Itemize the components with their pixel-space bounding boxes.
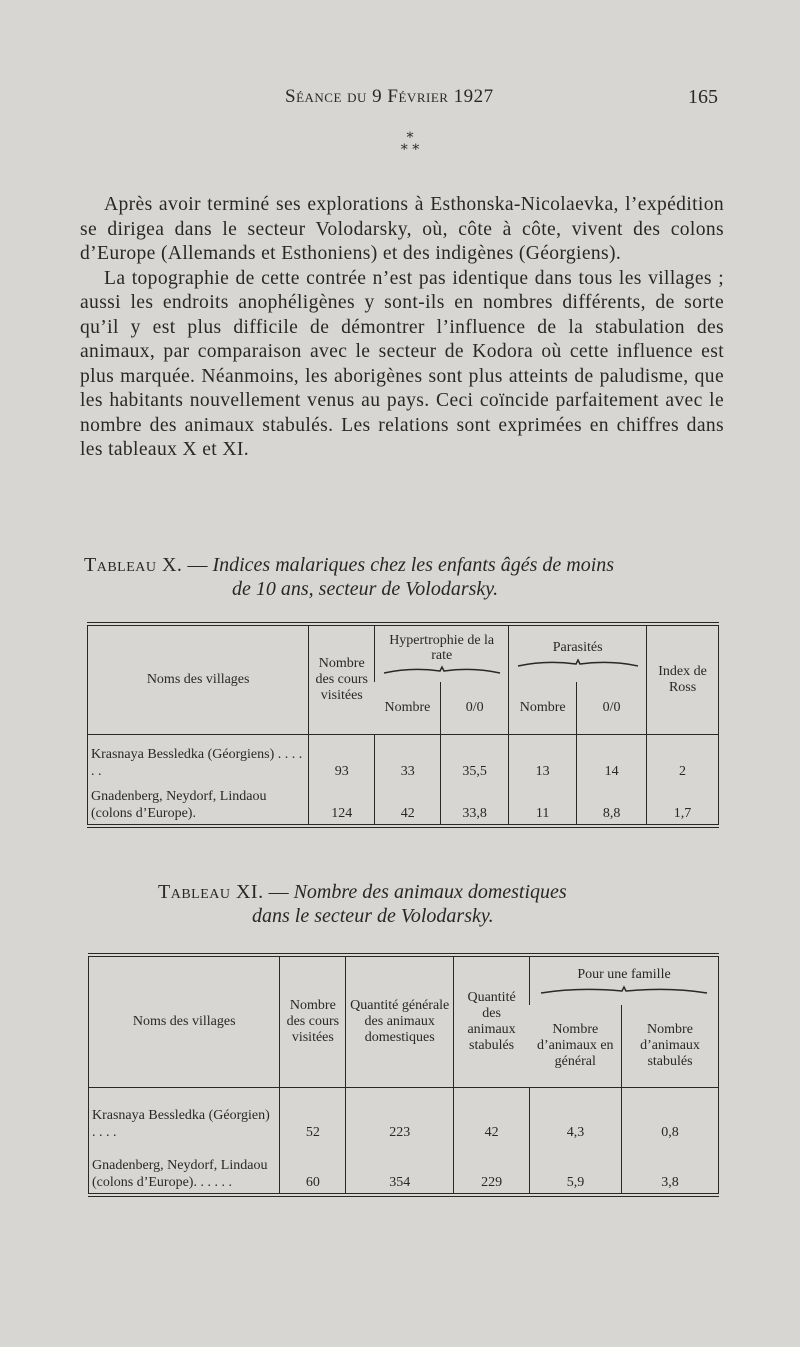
brace-icon xyxy=(382,665,502,675)
village-name: Gnadenberg, Neydorf, Lindaou (colons d’Europe). xyxy=(91,789,267,821)
separator-stars-bottom: * * xyxy=(400,142,420,158)
col-index-ross: Index de Ross xyxy=(647,624,719,734)
table10-title-line1: Indices malariques chez les enfants âgés de moins xyxy=(212,554,615,576)
paragraph: La topographie de cette contrée n’est pas identique dans tous les villages ; aussi les endroits anophéligènes y sont-ils en nombres différents, de sorte qu’il y est plus difficile de démontrer l’influence de la stabulation des animaux, par comparaison avec le secteur de Kodora où cette influence est plus marquée. Néanmoins, les aborigènes sont plus atteints de paludisme, que les habitants nouvellement venus au pays. Ceci coïncide parfaitement avec le nombre des animaux stabulés. Les relations sont exprimées en chiffres dans les tableaux X et XI. xyxy=(80,267,724,460)
col-par-pct: 0/0 xyxy=(577,682,647,734)
village-name: Krasnaya Bessledka (Géorgien) . . . . xyxy=(92,1108,270,1140)
body-text xyxy=(80,193,724,463)
cell-cours: 93 xyxy=(309,734,375,782)
cell-quantite: 354 xyxy=(346,1143,454,1195)
table11-caption xyxy=(158,880,678,928)
paragraph: Après avoir terminé ses explorations à Esthonska-Nicolaevka, l’expédition se dirigea dans le secteur Volodarsky, où, côte à côte, vivent des colons d’Europe (Allemands et Esthoniens) et des indigènes (Géorgiens). xyxy=(80,194,724,264)
page-number: 165 xyxy=(688,86,718,108)
table10-dash: — xyxy=(187,554,208,576)
cell-index: 1,7 xyxy=(647,782,719,826)
col-villages: Noms des villages xyxy=(88,624,309,734)
col-par-nombre: Nombre xyxy=(509,682,577,734)
table10-label: Tableau X. xyxy=(84,554,183,576)
table10-title-line2: de 10 ans, secteur de Volodarsky. xyxy=(232,578,499,600)
cell-hyp-pct: 33,8 xyxy=(441,782,509,826)
table11-title-line2: dans le secteur de Volodarsky. xyxy=(252,905,494,927)
parasites-label: Parasités xyxy=(552,640,603,655)
brace-icon xyxy=(539,985,709,995)
cell-fam-stabules: 0,8 xyxy=(622,1087,719,1143)
separator-star-top: * xyxy=(406,130,414,146)
cell-hyp-pct: 35,5 xyxy=(441,734,509,782)
cell-fam-general: 5,9 xyxy=(530,1143,622,1195)
table10 xyxy=(87,622,719,828)
village-name: Gnadenberg, Neydorf, Lindaou (colons d’Europe). . . . . . xyxy=(92,1158,268,1190)
col-parasites xyxy=(509,624,647,682)
running-title: Séance du 9 Février 1927 xyxy=(285,86,494,107)
col-hyp-nombre: Nombre xyxy=(375,682,441,734)
pour-famille-label: Pour une famille xyxy=(577,967,671,982)
col-hypertrophie xyxy=(375,624,509,682)
col-stabules: Quantité des animaux stabulés xyxy=(454,955,530,1087)
cell-par-nombre: 13 xyxy=(509,734,577,782)
cell-stabules: 42 xyxy=(454,1087,530,1143)
cell-fam-general: 4,3 xyxy=(530,1087,622,1143)
cell-par-pct: 14 xyxy=(577,734,647,782)
table11-label: Tableau XI. xyxy=(158,881,264,903)
running-header xyxy=(0,86,800,116)
hypertrophie-label: Hypertrophie de la rate xyxy=(389,633,495,663)
table-row xyxy=(89,1143,719,1195)
cell-par-nombre: 11 xyxy=(509,782,577,826)
table-row xyxy=(89,1087,719,1143)
cell-fam-stabules: 3,8 xyxy=(622,1143,719,1195)
table11-dash: — xyxy=(268,881,289,903)
cell-cours: 52 xyxy=(280,1087,346,1143)
col-fam-general: Nombre d’animaux en général xyxy=(530,1005,622,1087)
col-villages: Noms des villages xyxy=(89,955,280,1087)
col-cours: Nombre des cours visitées xyxy=(280,955,346,1087)
table10-caption xyxy=(84,553,724,601)
cell-par-pct: 8,8 xyxy=(577,782,647,826)
brace-icon xyxy=(516,658,640,668)
cell-stabules: 229 xyxy=(454,1143,530,1195)
col-cours: Nombre des cours visitées xyxy=(309,624,375,734)
cell-hyp-nombre: 33 xyxy=(375,734,441,782)
col-hyp-pct: 0/0 xyxy=(441,682,509,734)
cell-cours: 124 xyxy=(309,782,375,826)
col-pour-famille xyxy=(530,955,719,1005)
village-name: Krasnaya Bessledka (Géorgiens) . . . . . . xyxy=(91,747,303,779)
section-separator xyxy=(380,132,440,156)
table-row xyxy=(88,782,719,826)
table-row xyxy=(88,734,719,782)
col-fam-stabules: Nombre d’animaux stabulés xyxy=(622,1005,719,1087)
table11-title-line1: Nombre des animaux domestiques xyxy=(293,881,567,903)
table11 xyxy=(88,953,719,1197)
cell-index: 2 xyxy=(647,734,719,782)
col-quantite: Quantité générale des animaux domestiques xyxy=(346,955,454,1087)
cell-hyp-nombre: 42 xyxy=(375,782,441,826)
cell-quantite: 223 xyxy=(346,1087,454,1143)
cell-cours: 60 xyxy=(280,1143,346,1195)
